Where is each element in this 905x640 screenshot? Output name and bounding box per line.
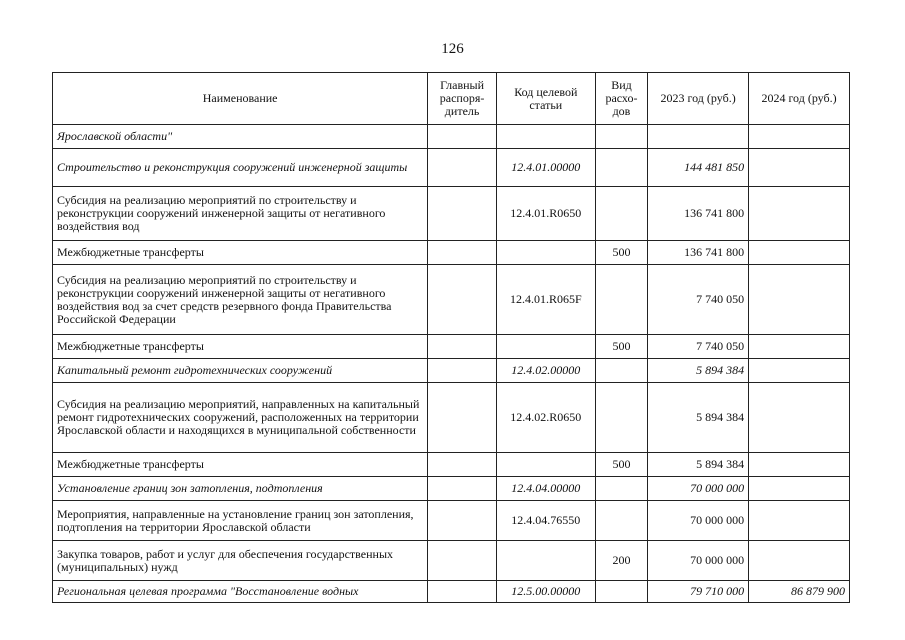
cell-type [595, 383, 647, 453]
table-row [53, 187, 850, 241]
cell-name: Ярославской области" [53, 125, 428, 149]
page-number: 126 [441, 41, 464, 57]
table-row [53, 241, 850, 265]
cell-code [496, 335, 595, 359]
cell-name: Региональная целевая программа "Восстановление водных [53, 581, 428, 603]
table-row [53, 501, 850, 541]
cell-code: 12.4.01.R0650 [496, 187, 595, 241]
cell-type [595, 477, 647, 501]
cell-type: 500 [595, 453, 647, 477]
cell-type [595, 581, 647, 603]
cell-2024 [749, 453, 850, 477]
header-target-code: Код целевой статьи [496, 73, 595, 125]
cell-admin [428, 477, 497, 501]
table-row [53, 581, 850, 603]
cell-2024 [749, 541, 850, 581]
cell-admin [428, 541, 497, 581]
cell-type [595, 359, 647, 383]
cell-code: 12.4.04.00000 [496, 477, 595, 501]
cell-admin [428, 241, 497, 265]
table-row [53, 149, 850, 187]
table-row [53, 453, 850, 477]
cell-name: Закупка товаров, работ и услуг для обеспечения государственных (муниципальных) нужд [53, 541, 428, 581]
cell-2024 [749, 477, 850, 501]
header-chief-administrator: Главный распоря-дитель [428, 73, 497, 125]
cell-name: Субсидия на реализацию мероприятий по строительству и реконструкции сооружений инженерной защиты от негативного воздействия вод за счет средств резервного фонда Правительства Российской Федерации [53, 265, 428, 335]
cell-2023 [648, 125, 749, 149]
cell-2023: 7 740 050 [648, 335, 749, 359]
cell-name: Установление границ зон затопления, подтопления [53, 477, 428, 501]
cell-code [496, 241, 595, 265]
cell-name: Субсидия на реализацию мероприятий, направленных на капитальный ремонт гидротехнических сооружений, расположенных на территории Ярославской области и находящихся в муниципальной собственности [53, 383, 428, 453]
cell-type: 200 [595, 541, 647, 581]
cell-admin [428, 359, 497, 383]
cell-code: 12.4.02.00000 [496, 359, 595, 383]
cell-2024 [749, 149, 850, 187]
cell-name: Межбюджетные трансферты [53, 241, 428, 265]
table-row [53, 541, 850, 581]
cell-admin [428, 265, 497, 335]
header-year-2024: 2024 год (руб.) [749, 73, 850, 125]
cell-name: Мероприятия, направленные на установление границ зон затопления, подтопления на территории Ярославской области [53, 501, 428, 541]
cell-admin [428, 453, 497, 477]
cell-2023: 5 894 384 [648, 453, 749, 477]
cell-code: 12.4.02.R0650 [496, 383, 595, 453]
table-header-row [53, 73, 850, 125]
cell-admin [428, 149, 497, 187]
cell-2024 [749, 383, 850, 453]
cell-code: 12.4.01.00000 [496, 149, 595, 187]
cell-2024 [749, 187, 850, 241]
cell-type [595, 265, 647, 335]
cell-2023: 70 000 000 [648, 541, 749, 581]
cell-2023: 5 894 384 [648, 359, 749, 383]
cell-admin [428, 581, 497, 603]
table-row [53, 335, 850, 359]
table-row [53, 359, 850, 383]
cell-admin [428, 501, 497, 541]
table-row [53, 125, 850, 149]
cell-type: 500 [595, 241, 647, 265]
cell-name: Межбюджетные трансферты [53, 453, 428, 477]
cell-type [595, 125, 647, 149]
cell-2024: 86 879 900 [749, 581, 850, 603]
cell-name: Межбюджетные трансферты [53, 335, 428, 359]
cell-name: Субсидия на реализацию мероприятий по строительству и реконструкции сооружений инженерной защиты от негативного воздействия вод [53, 187, 428, 241]
cell-code [496, 125, 595, 149]
cell-2024 [749, 501, 850, 541]
cell-2024 [749, 359, 850, 383]
cell-2023: 79 710 000 [648, 581, 749, 603]
cell-2024 [749, 241, 850, 265]
budget-table [52, 72, 850, 603]
cell-type [595, 149, 647, 187]
cell-2023: 70 000 000 [648, 477, 749, 501]
cell-type [595, 501, 647, 541]
cell-code: 12.5.00.00000 [496, 581, 595, 603]
cell-type: 500 [595, 335, 647, 359]
table-row [53, 477, 850, 501]
cell-admin [428, 383, 497, 453]
cell-2023: 7 740 050 [648, 265, 749, 335]
header-expense-type: Вид расхо-дов [595, 73, 647, 125]
table-row [53, 383, 850, 453]
table-row [53, 265, 850, 335]
cell-2023: 136 741 800 [648, 241, 749, 265]
cell-name: Строительство и реконструкция сооружений инженерной защиты [53, 149, 428, 187]
cell-2023: 136 741 800 [648, 187, 749, 241]
cell-code: 12.4.01.R065F [496, 265, 595, 335]
header-year-2023: 2023 год (руб.) [648, 73, 749, 125]
cell-admin [428, 187, 497, 241]
cell-2023: 70 000 000 [648, 501, 749, 541]
cell-admin [428, 335, 497, 359]
cell-2024 [749, 125, 850, 149]
cell-2024 [749, 335, 850, 359]
cell-name: Капитальный ремонт гидротехнических сооружений [53, 359, 428, 383]
cell-2024 [749, 265, 850, 335]
cell-code [496, 453, 595, 477]
cell-2023: 144 481 850 [648, 149, 749, 187]
cell-code: 12.4.04.76550 [496, 501, 595, 541]
cell-admin [428, 125, 497, 149]
header-name: Наименование [53, 73, 428, 125]
cell-type [595, 187, 647, 241]
cell-2023: 5 894 384 [648, 383, 749, 453]
cell-code [496, 541, 595, 581]
